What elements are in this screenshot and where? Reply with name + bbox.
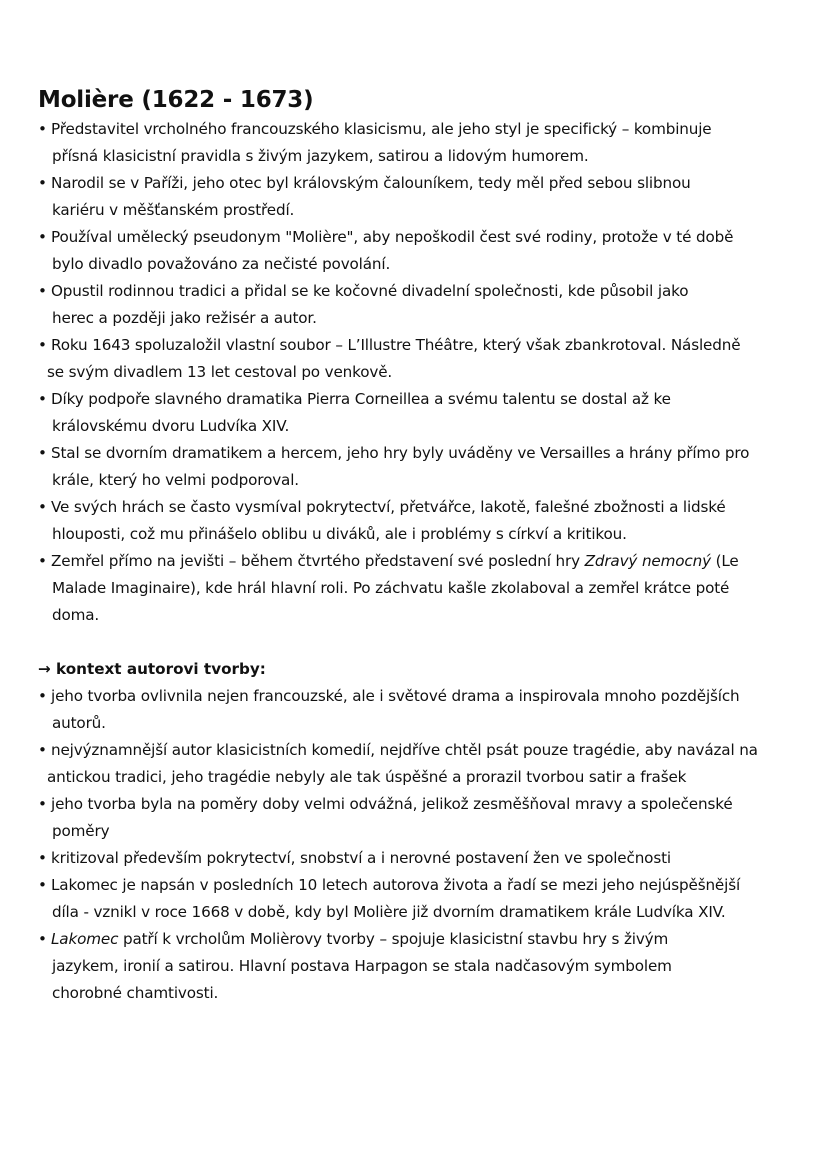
bullet-icon: • [38,174,47,192]
bullet-icon: • [38,795,47,813]
list-item: • Lakomec je napsán v posledních 10 letech autorova života a řadí se mezi jeho nejúspěšnější díla - vznikl v roce 1668 v době, kdy byl Molière již dvorním dramatikem krále Ludvíka XIV. [38,872,798,926]
bullet-icon: • [38,444,47,462]
bullet-icon: • [38,741,47,759]
play-title-lakomec: Lakomec [51,930,119,948]
section-heading: → kontext autorovi tvorby: [38,660,266,678]
bullet-icon: • [38,120,47,138]
list-item: • kritizoval především pokrytectví, snobství a i nerovné postavení žen ve společnosti [38,845,798,872]
bullet-icon: • [38,930,47,948]
list-item: • Stal se dvorním dramatikem a hercem, jeho hry byly uváděny ve Versailles a hrány přímo pro krále, který ho velmi podporoval. [38,440,798,494]
spacer [38,629,798,656]
bullet-icon: • [38,390,47,408]
list-item: • nejvýznamnější autor klasicistních komedií, nejdříve chtěl psát pouze tragédie, aby navázal na antickou tradici, jeho tragédie nebyly ale tak úspěšné a prorazil tvorbou satir a frašek [38,737,798,791]
list-item: • Opustil rodinnou tradici a přidal se ke kočovné divadelní společnosti, kde působil jako herec a později jako režisér a autor. [38,278,798,332]
list-item: • Lakomec patří k vrcholům Molièrovy tvorby – spojuje klasicistní stavbu hry s živým jazykem, ironií a satirou. Hlavní postava Harpagon se stala nadčasovým symbolem chorobné chamtivosti. [38,926,798,1007]
biography-list [38,116,798,629]
document-page [38,84,798,1007]
list-item: • Díky podpoře slavného dramatika Pierra Corneillea a svému talentu se dostal až ke královskému dvoru Ludvíka XIV. [38,386,798,440]
bullet-icon: • [38,876,47,894]
list-item: • jeho tvorba byla na poměry doby velmi odvážná, jelikož zesměšňoval mravy a společenské poměry [38,791,798,845]
bullet-icon: • [38,849,47,867]
context-list [38,683,798,1007]
bullet-icon: • [38,228,47,246]
list-item: • Zemřel přímo na jevišti – během čtvrtého představení své poslední hry Zdravý nemocný (Le Malade Imaginaire), kde hrál hlavní roli. Po záchvatu kašle zkolaboval a zemřel krátce poté doma. [38,548,798,629]
list-item: • Představitel vrcholného francouzského klasicismu, ale jeho styl je specifický – kombinuje přísná klasicistní pravidla s živým jazykem, satirou a lidovým humorem. [38,116,798,170]
bullet-icon: • [38,336,47,354]
list-item: • Roku 1643 spoluzaložil vlastní soubor – L’Illustre Théâtre, který však zbankrotoval. Následně se svým divadlem 13 let cestoval po venkově. [38,332,798,386]
bullet-icon: • [38,282,47,300]
list-item: • Ve svých hrách se často vysmíval pokrytectví, přetvářce, lakotě, falešné zbožnosti a lidské hlouposti, což mu přinášelo oblibu u diváků, ale i problémy s církví a kritikou. [38,494,798,548]
play-title-zdravy-nemocny: Zdravý nemocný [584,552,711,570]
bullet-icon: • [38,687,47,705]
bullet-icon: • [38,552,47,570]
list-item: • jeho tvorba ovlivnila nejen francouzské, ale i světové drama a inspirovala mnoho pozdějších autorů. [38,683,798,737]
bullet-icon: • [38,498,47,516]
list-item: • Používal umělecký pseudonym "Molière", aby nepoškodil čest své rodiny, protože v té době bylo divadlo považováno za nečisté povolání. [38,224,798,278]
page-title: Molière (1622 - 1673) [38,87,314,113]
list-item: • Narodil se v Paříži, jeho otec byl královským čalouníkem, tedy měl před sebou slibnou kariéru v měšťanském prostředí. [38,170,798,224]
